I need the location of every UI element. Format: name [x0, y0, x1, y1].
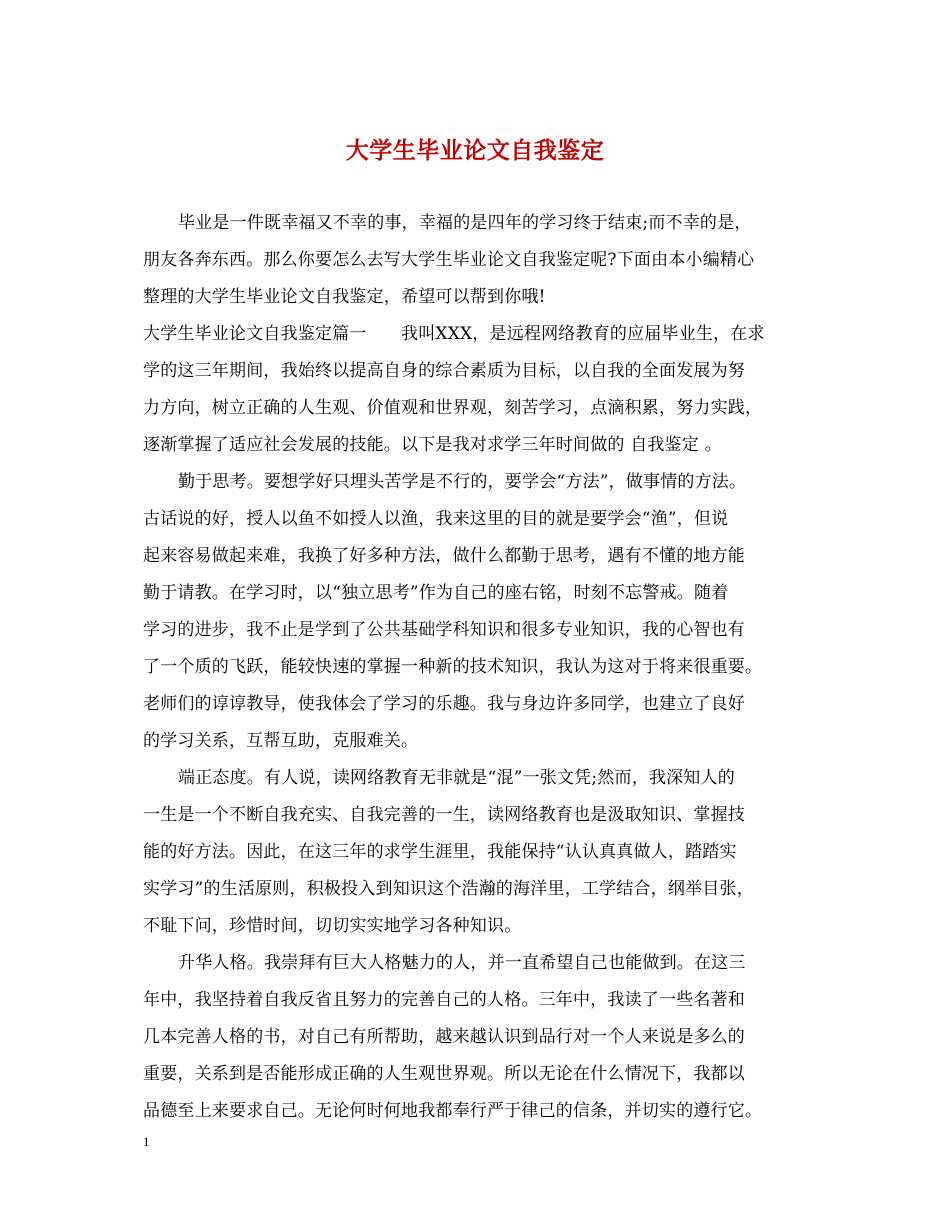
page-number: 1 [143, 1134, 150, 1149]
text-line: 年中，我坚持着自我反省且努力的完善自己的人格。三年中，我读了一些名著和 [143, 990, 745, 1010]
text-line: 大学生毕业论文自我鉴定篇一 我叫XXX，是远程网络教育的应届毕业生，在求 [143, 324, 765, 344]
document-title: 大学生毕业论文自我鉴定 [345, 137, 605, 164]
text-line: 端正态度。有人说，读网络教育无非就是“混”一张文凭;然而，我深知人的 [178, 768, 735, 788]
text-line: 老师们的谆谆教导，使我体会了学习的乐趣。我与身边许多同学，也建立了良好 [143, 694, 745, 714]
text-line: 实学习”的生活原则，积极投入到知识这个浩瀚的海洋里，工学结合，纲举目张， [143, 879, 754, 899]
text-line: 力方向，树立正确的人生观、价值观和世界观，刻苦学习，点滴积累，努力实践， [143, 398, 763, 418]
text-line: 品德至上来要求自己。无论何时何地我都奉行严于律己的信条，并切实的遵行它。 [143, 1101, 763, 1121]
text-line: 朋友各奔东西。那么你要怎么去写大学生毕业论文自我鉴定呢?下面由本小编精心 [143, 250, 755, 270]
text-line: 几本完善人格的书，对自己有所帮助，越来越认识到品行对一个人来说是多么的 [143, 1027, 745, 1047]
document-body [143, 205, 823, 1130]
text-line: 学习的进步，我不止是学到了公共基础学科知识和很多专业知识，我的心智也有 [143, 620, 745, 640]
text-line: 的学习关系，互帮互助，克服难关。 [143, 731, 419, 751]
text-line: 升华人格。我崇拜有巨大人格魅力的人，并一直希望自己也能做到。在这三 [178, 953, 746, 973]
text-line: 一生是一个不断自我充实、自我完善的一生，读网络教育也是汲取知识、掌握技 [143, 805, 745, 825]
text-line: 能的好方法。因此，在这三年的求学生涯里，我能保持“认认真真做人，踏踏实 [143, 842, 737, 862]
text-line: 毕业是一件既幸福又不幸的事，幸福的是四年的学习终于结束;而不幸的是， [178, 213, 752, 233]
text-line: 整理的大学生毕业论文自我鉴定，希望可以帮到你哦! [143, 287, 546, 307]
text-line: 起来容易做起来难，我换了好多种方法，做什么都勤于思考，遇有不懂的地方能 [143, 546, 745, 566]
text-line: 勤于请教。在学习时，以“独立思考”作为自己的座右铭，时刻不忘警戒。随着 [143, 583, 729, 603]
text-line: 不耻下问，珍惜时间，切切实实地学习各种知识。 [143, 916, 522, 936]
text-line: 逐渐掌握了适应社会发展的技能。以下是我对求学三年时间做的 自我鉴定 。 [143, 435, 722, 455]
text-line: 重要，关系到是否能形成正确的人生观世界观。所以无论在什么情况下，我都以 [143, 1064, 745, 1084]
text-line: 古话说的好，授人以鱼不如授人以渔，我来这里的目的就是要学会“渔”，但说 [143, 509, 729, 529]
text-line: 学的这三年期间，我始终以提高自身的综合素质为目标，以自我的全面发展为努 [143, 361, 745, 381]
text-line: 了一个质的飞跃，能较快速的掌握一种新的技术知识，我认为这对于将来很重要。 [143, 657, 763, 677]
text-line: 勤于思考。要想学好只埋头苦学是不行的，要学会“方法”，做事情的方法。 [178, 472, 747, 492]
